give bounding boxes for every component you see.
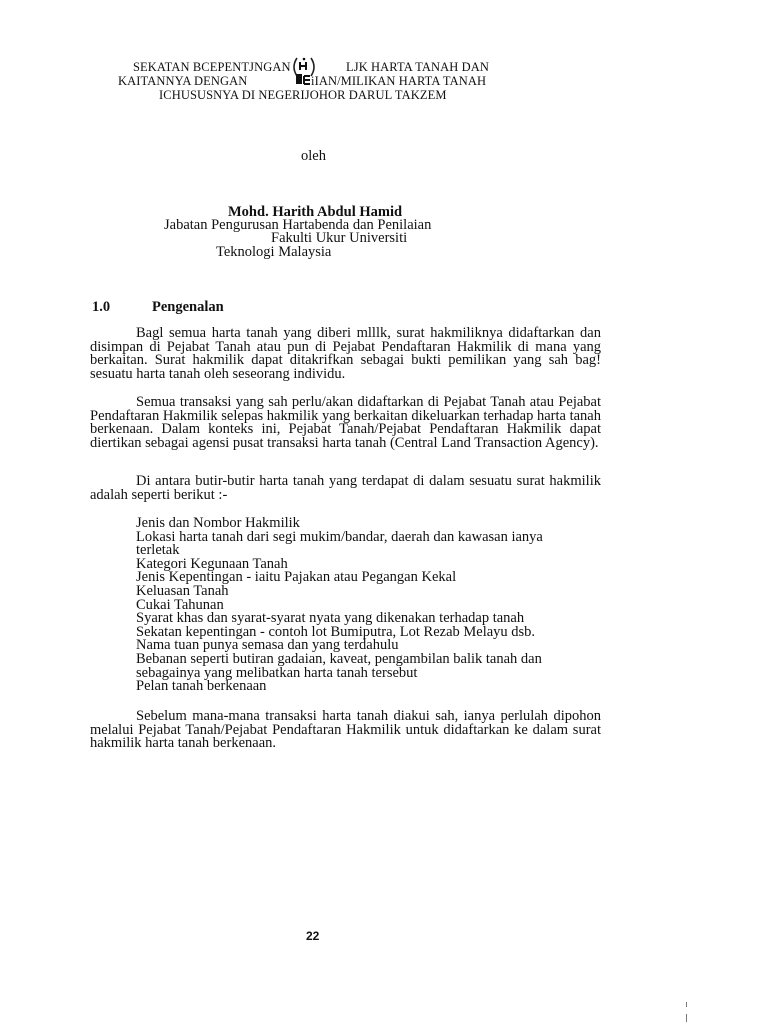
paragraph-3 bbox=[90, 475, 601, 502]
author-affiliation-2: Fakulti Ukur Universiti bbox=[271, 230, 408, 246]
paragraph-2-text: Semua transaksi yang sah perlu/akan didaftarkan di Pejabat Tanah atau Pejabat Pendaftaran Hakmilik selepas hakmilik yang berkaitan dikeluarkan terhadap harta tanah berkenaan. Dalam konteks ini, Pejabat Tanah/Pejabat Pendaftaran Hakmilik dapat diertikan sebagai agensi pusat transaksi harta tanah (Central Land Transaction Agency). bbox=[90, 394, 601, 451]
oleh-text: oleh bbox=[301, 148, 326, 164]
list-item: terletak bbox=[136, 542, 180, 559]
closing-paragraph bbox=[90, 710, 601, 751]
header-line1-right: LJK HARTA TANAH DAN bbox=[346, 60, 490, 74]
author-affiliation-1: Jabatan Pengurusan Hartabenda dan Penilaian bbox=[164, 217, 432, 233]
scan-edge-mark bbox=[686, 1002, 687, 1007]
page-number: 22 bbox=[306, 929, 320, 943]
list-item: Cukai Tahunan bbox=[136, 596, 224, 613]
list-item: Lokasi harta tanah dari segi mukim/bandar, daerah dan kawasan ianya bbox=[136, 528, 543, 545]
crest-emblem-icon bbox=[291, 56, 317, 86]
list-item: Kategori Kegunaan Tanah bbox=[136, 555, 288, 572]
closing-paragraph-text: Sebelum mana-mana transaksi harta tanah diakui sah, ianya perlulah dipohon melalui Pejabat Tanah/Pejabat Pendaftaran Hakmilik untuk didaftarkan ke dalam surat hakmilik harta tanah berkenaan. bbox=[90, 708, 601, 752]
author-affiliation-3: Teknologi Malaysia bbox=[216, 244, 332, 260]
section-title: Pengenalan bbox=[152, 299, 224, 315]
list-item: Keluasan Tanah bbox=[136, 582, 229, 599]
list-item: Pelan tanah berkenaan bbox=[136, 678, 267, 695]
header-line3: ICHUSUSNYA DI NEGERIJOHOR DARUL TAKZEM bbox=[159, 88, 447, 102]
hakmilik-items-list bbox=[136, 517, 606, 694]
list-item: Jenis Kepentingan - iaitu Pajakan atau Pegangan Kekal bbox=[136, 569, 457, 586]
scan-edge-mark bbox=[686, 1014, 687, 1022]
list-item: Bebanan seperti butiran gadaian, kaveat, pengambilan balik tanah dan bbox=[136, 650, 542, 667]
paragraph-1-text: Bagl semua harta tanah yang diberi mlllk, surat hakmiliknya didaftarkan dan disimpan di Pejabat Tanah atau pun di Pejabat Pendaftaran Hakmilik di mana yang berkaitan. Surat hakmilik dapat ditakrifkan sebagai bukti pemilikan yang sah bag! sesuatu harta tanah oleh seseorang individu. bbox=[90, 325, 601, 382]
header-line2-right: iIAN/MILIKAN HARTA TANAH bbox=[311, 74, 487, 88]
section-number: 1.0 bbox=[92, 299, 111, 315]
header-line2-left: KAITANNYA DENGAN bbox=[118, 74, 248, 88]
paragraph-3-text: Di antara butir-butir harta tanah yang terdapat di dalam sesuatu surat hakmilik adalah seperti berikut :- bbox=[90, 473, 601, 503]
list-item: Nama tuan punya semasa dan yang terdahulu bbox=[136, 637, 399, 654]
paragraph-1 bbox=[90, 327, 601, 381]
list-item: Syarat khas dan syarat-syarat nyata yang dikenakan terhadap tanah bbox=[136, 610, 525, 627]
list-item: sebagainya yang melibatkan harta tanah tersebut bbox=[136, 664, 418, 681]
paragraph-2 bbox=[90, 396, 601, 450]
header-line1-left: SEKATAN BCEPENTJNGAN bbox=[133, 60, 291, 74]
list-item: Sekatan kepentingan - contoh lot Bumiputra, Lot Rezab Melayu dsb. bbox=[136, 623, 536, 640]
list-item: Jenis dan Nombor Hakmilik bbox=[136, 515, 300, 531]
author-name: Mohd. Harith Abdul Hamid bbox=[228, 204, 403, 220]
